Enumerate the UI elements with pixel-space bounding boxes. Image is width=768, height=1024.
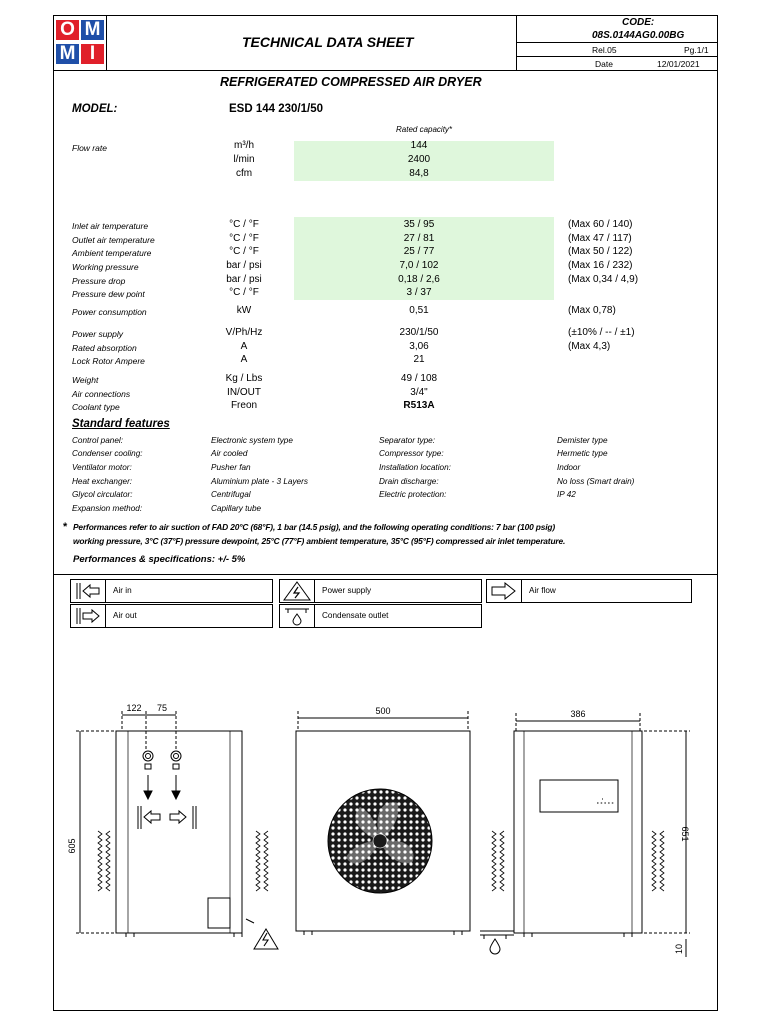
feature-label: Control panel: (72, 436, 123, 445)
power-consumption-value: 0,51 (409, 305, 429, 316)
feature-value: Pusher fan (211, 463, 251, 472)
legend-condensate-outlet (279, 604, 482, 628)
feature-label: Condenser cooling: (72, 449, 143, 458)
fan-grille (328, 789, 432, 893)
feature-label: Installation location: (379, 463, 451, 472)
document-title: TECHNICAL DATA SHEET (242, 34, 414, 50)
dim-10: 10 (674, 943, 684, 955)
legend-air-out (70, 604, 273, 628)
spec-max: (Max 0,34 / 4,9) (568, 274, 639, 285)
legend-air-flow-text: Air flow (529, 586, 556, 595)
power-consumption-unit: kW (236, 305, 252, 316)
logo-letter-i: I (81, 44, 104, 64)
feature-label: Electric protection: (379, 490, 447, 499)
dim-122: 122 (126, 703, 142, 713)
tolerance-note: Performances & specifications: +/- 5% (73, 554, 246, 565)
feature-value: No loss (Smart drain) (557, 477, 635, 486)
release-number: Rel.05 (592, 45, 617, 55)
dim-386: 386 (570, 709, 586, 719)
flow-unit-lmin: l/min (233, 154, 255, 165)
feature-label: Compressor type: (379, 449, 444, 458)
flow-value-m3h: 144 (410, 140, 428, 151)
spec-value: 35 / 95 (403, 219, 435, 230)
standard-features-title: Standard features (72, 418, 170, 430)
electrical-label: Power supply (72, 329, 124, 339)
spec-label: Inlet air temperature (72, 221, 149, 231)
physical-unit: Kg / Lbs (225, 373, 263, 384)
model-value: ESD 144 230/1/50 (229, 103, 323, 115)
spec-unit: °C / °F (229, 287, 259, 298)
physical-value: 49 / 108 (400, 373, 438, 384)
flow-unit-m3h: m³/h (234, 140, 254, 151)
rated-capacity-label: Rated capacity* (396, 125, 453, 134)
air-flow-icon (487, 580, 522, 602)
feature-label: Heat exchanger: (72, 477, 133, 486)
date-value: 12/01/2021 (657, 59, 700, 69)
physical-label: Weight (72, 375, 99, 385)
feature-value: Air cooled (211, 449, 248, 458)
legend-power-supply-text: Power supply (322, 586, 372, 595)
flow-value-lmin: 2400 (407, 154, 431, 165)
physical-value: 3/4" (410, 387, 428, 398)
feature-label: Ventilator motor: (72, 463, 132, 472)
legend-air-in (70, 579, 273, 603)
spec-value: 3 / 37 (406, 287, 432, 298)
dimension-drawings (54, 681, 718, 981)
spec-max: (Max 50 / 122) (568, 246, 633, 257)
spec-value: 25 / 77 (403, 246, 435, 257)
physical-label: Coolant type (72, 402, 120, 412)
spec-label: Outlet air temperature (72, 235, 155, 245)
dim-75: 75 (156, 703, 168, 713)
legend-air-in-text: Air in (113, 586, 132, 595)
electrical-max: (Max 4,3) (568, 341, 611, 352)
feature-label: Expansion method: (72, 504, 143, 513)
electrical-unit: A (240, 341, 248, 352)
feature-value: Capillary tube (211, 504, 262, 513)
air-out-icon (71, 605, 106, 627)
electrical-value: 230/1/50 (399, 327, 439, 338)
logo-letter-m-bottom: M (56, 44, 79, 64)
model-label: MODEL: (72, 103, 118, 115)
power-supply-icon (280, 580, 315, 602)
feature-label: Separator type: (379, 436, 435, 445)
feature-value: Demister type (557, 436, 608, 445)
electrical-label: Lock Rotor Ampere (72, 356, 145, 366)
spec-label: Pressure drop (72, 276, 126, 286)
left-view-drawing (76, 711, 278, 949)
right-view-drawing (480, 713, 690, 957)
footnote-line-2: working pressure, 3°C (37°F) pressure dewpoint, 25°C (77°F) ambient temperature, 35°C (95°F) compressed air inlet temperature. (73, 536, 566, 546)
date-label: Date (595, 59, 613, 69)
spec-label: Ambient temperature (72, 248, 152, 258)
dim-651: 651 (680, 826, 690, 842)
spec-value: 0,18 / 2,6 (398, 274, 440, 285)
air-in-icon (71, 580, 106, 602)
footnote-line-1: Performances refer to air suction of FAD 20°C (68°F), 1 bar (14.5 psig), and the following operating conditions: 7 bar (100 psig) (73, 522, 556, 532)
feature-value: Electronic system type (211, 436, 293, 445)
electrical-label: Rated absorption (72, 343, 137, 353)
spec-unit: °C / °F (229, 233, 259, 244)
legend-air-out-text: Air out (113, 611, 137, 620)
feature-value: IP 42 (557, 490, 576, 499)
footnote-star: * (63, 521, 68, 533)
omi-logo (55, 17, 105, 65)
spec-label: Working pressure (72, 262, 139, 272)
electrical-max: (±10% / -- / ±1) (568, 327, 635, 338)
spec-value: 27 / 81 (403, 233, 435, 244)
spec-unit: °C / °F (229, 219, 259, 230)
technical-data-sheet (53, 15, 718, 1011)
product-subtitle: REFRIGERATED COMPRESSED AIR DRYER (220, 75, 482, 89)
page-number: Pg.1/1 (684, 45, 709, 55)
code-value: 08S.0144AG0.00BG (592, 30, 685, 41)
feature-label: Glycol circulator: (72, 490, 133, 499)
feature-value: Indoor (557, 463, 581, 472)
flow-value-cfm: 84,8 (409, 168, 429, 179)
feature-label: Drain discharge: (379, 477, 439, 486)
feature-value: Centrifugal (211, 490, 251, 499)
spec-unit: bar / psi (226, 260, 262, 271)
flow-rate-label: Flow rate (72, 143, 107, 153)
condensate-outlet-icon (280, 605, 315, 627)
dim-500: 500 (375, 706, 391, 716)
electrical-unit: V/Ph/Hz (225, 327, 263, 338)
spec-unit: °C / °F (229, 246, 259, 257)
code-label: CODE: (622, 17, 655, 28)
dim-605: 605 (67, 838, 77, 854)
flow-unit-cfm: cfm (235, 168, 253, 179)
spec-unit: bar / psi (226, 274, 262, 285)
power-consumption-label: Power consumption (72, 307, 147, 317)
spec-max: (Max 16 / 232) (568, 260, 633, 271)
spec-max: (Max 60 / 140) (568, 219, 633, 230)
feature-value: Aluminium plate - 3 Layers (211, 477, 308, 486)
physical-value: R513A (403, 400, 435, 411)
logo-letter-o: O (56, 20, 79, 40)
feature-value: Hermetic type (557, 449, 608, 458)
physical-unit: Freon (230, 400, 258, 411)
legend-power-supply (279, 579, 482, 603)
physical-label: Air connections (72, 389, 131, 399)
electrical-unit: A (240, 354, 248, 365)
electrical-value: 3,06 (409, 341, 429, 352)
legend-air-flow (486, 579, 692, 603)
vent-symbols-right (492, 831, 664, 891)
electrical-value: 21 (413, 354, 425, 365)
logo-letter-m-top: M (81, 20, 104, 40)
physical-unit: IN/OUT (227, 387, 261, 398)
spec-label: Pressure dew point (72, 289, 145, 299)
legend-condensate-outlet-text: Condensate outlet (322, 611, 389, 620)
spec-max: (Max 47 / 117) (568, 233, 632, 244)
spec-value: 7,0 / 102 (399, 260, 439, 271)
power-consumption-max: (Max 0,78) (568, 305, 616, 316)
